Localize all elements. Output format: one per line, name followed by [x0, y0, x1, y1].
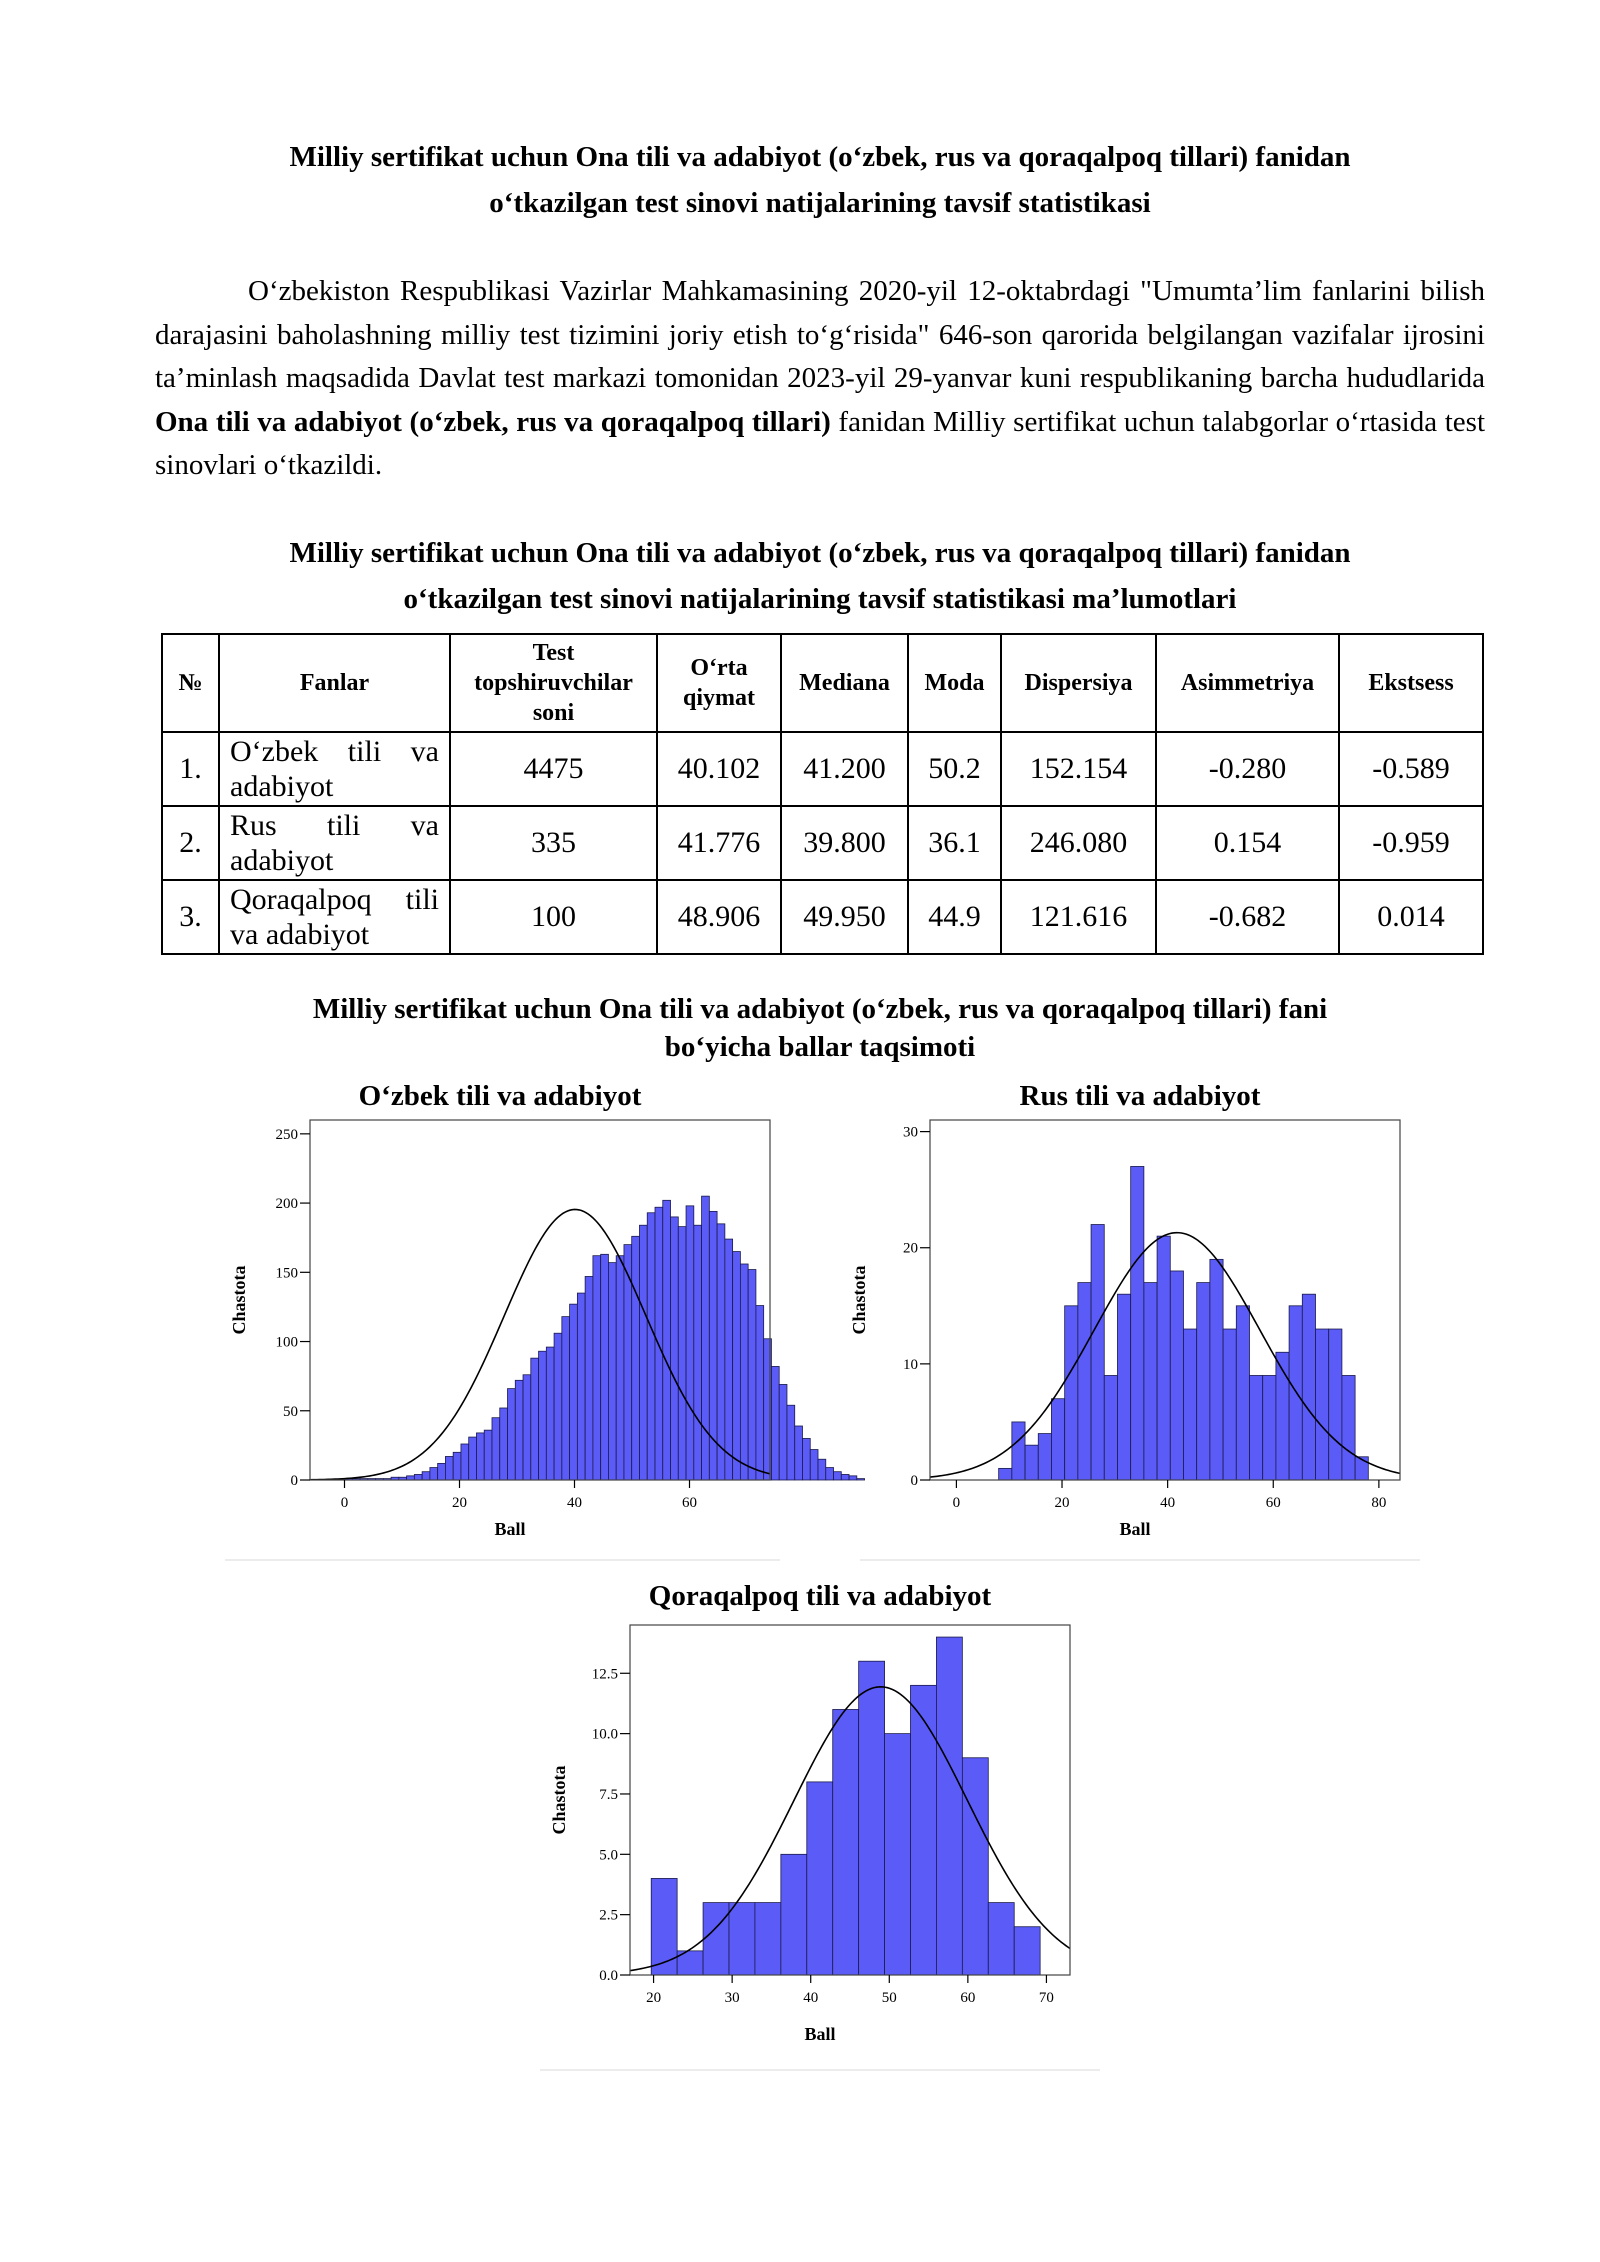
- x-axis-label: Ball: [494, 1519, 526, 1539]
- y-tick-label: 0: [290, 1473, 298, 1489]
- histogram-bar: [818, 1459, 826, 1480]
- x-tick-label: 60: [1265, 1495, 1281, 1511]
- histogram-bar: [546, 1347, 554, 1480]
- row-variance: 121.616: [1001, 880, 1156, 954]
- histogram-karakalpak: [540, 1575, 1100, 2075]
- y-tick-label: 100: [275, 1334, 298, 1351]
- histogram-bar: [702, 1196, 710, 1480]
- histogram-bar: [585, 1276, 593, 1480]
- x-tick-label: 60: [682, 1495, 697, 1511]
- histogram-bar: [911, 1685, 937, 1975]
- histogram-bar: [748, 1270, 756, 1480]
- y-tick-label: 10.0: [591, 1726, 618, 1743]
- histogram-bar: [1329, 1329, 1342, 1480]
- row-mean: 48.906: [657, 880, 781, 954]
- histogram-bar: [1131, 1166, 1144, 1480]
- y-axis-label: Chastota: [229, 1265, 249, 1335]
- header-skewness: Asimmetriya: [1156, 634, 1339, 732]
- row-test-takers: 100: [450, 880, 657, 954]
- histogram-bar: [1289, 1306, 1302, 1480]
- histogram-bar: [632, 1236, 640, 1480]
- histogram-bar: [593, 1256, 601, 1480]
- histogram-bar: [678, 1227, 686, 1480]
- header-number: №: [162, 634, 219, 732]
- row-mode: 44.9: [908, 880, 1001, 954]
- x-tick-label: 70: [1038, 1990, 1054, 2006]
- histogram-bar: [508, 1389, 516, 1480]
- x-axis-label: Ball: [804, 2024, 836, 2044]
- histogram-bar: [756, 1306, 764, 1480]
- intro-paragraph-text-2: fanidan Milliy sertifikat uchun talabgorlar o‘rtasida test sinovlari o‘tkazildi.: [155, 405, 1485, 481]
- histogram-bar: [647, 1213, 655, 1480]
- histogram-bar: [461, 1444, 469, 1480]
- table-title: [140, 530, 1500, 622]
- histogram-bar: [639, 1225, 647, 1480]
- histogram-bar: [671, 1217, 679, 1480]
- histogram-bar: [1342, 1375, 1355, 1480]
- histogram-bar: [810, 1450, 818, 1480]
- x-tick-label: 50: [881, 1990, 897, 2006]
- row-number: 2.: [162, 806, 219, 880]
- histogram-bar: [539, 1351, 547, 1480]
- y-tick-label: 2.5: [599, 1907, 618, 1924]
- histogram-bar: [523, 1375, 531, 1480]
- histogram-bar: [1051, 1399, 1064, 1480]
- histogram-bar: [885, 1734, 911, 1975]
- y-tick-label: 5.0: [599, 1847, 618, 1864]
- histogram-bar: [515, 1380, 523, 1480]
- intro-paragraph: [155, 270, 1485, 488]
- y-axis-label: Chastota: [849, 1265, 869, 1335]
- y-tick-label: 7.5: [599, 1786, 618, 1803]
- histogram-bar: [1302, 1294, 1315, 1480]
- histogram-bar: [484, 1430, 492, 1480]
- histogram-bar: [430, 1468, 438, 1480]
- histogram-bar: [841, 1474, 849, 1480]
- histogram-bar: [562, 1317, 570, 1480]
- histogram-bar: [686, 1206, 694, 1480]
- header-test-takers: Test topshiruvchilar soni: [450, 634, 657, 732]
- intro-paragraph-bold-subject: Ona tili va adabiyot (o‘zbek, rus va qoraqalpoq tillari): [155, 405, 831, 438]
- y-tick-label: 12.5: [591, 1666, 618, 1683]
- table-row: [162, 880, 1483, 954]
- charts-section-title-line2: bo‘yicha ballar taqsimoti: [664, 1031, 976, 1063]
- row-median: 49.950: [781, 880, 908, 954]
- row-number: 1.: [162, 732, 219, 806]
- histogram-bar: [1316, 1329, 1329, 1480]
- histogram-bar: [1236, 1306, 1249, 1480]
- histogram-bar: [1263, 1375, 1276, 1480]
- header-mode: Moda: [908, 634, 1001, 732]
- histogram-bar: [577, 1293, 585, 1480]
- header-subjects: Fanlar: [219, 634, 450, 732]
- row-variance: 152.154: [1001, 732, 1156, 806]
- histogram-bar: [554, 1333, 562, 1480]
- row-test-takers: 335: [450, 806, 657, 880]
- y-tick-label: 0.0: [599, 1968, 618, 1984]
- histogram-bar: [1025, 1445, 1038, 1480]
- histogram-bar: [733, 1252, 741, 1480]
- histogram-bar: [407, 1476, 415, 1480]
- document-title: [140, 134, 1500, 226]
- row-mode: 36.1: [908, 806, 1001, 880]
- document-title-line2: o‘tkazilgan test sinovi natijalarining tavsif statistikasi: [489, 187, 1151, 219]
- histogram-bar: [601, 1254, 609, 1480]
- histogram-uzbek: [220, 1075, 790, 1570]
- histogram-bar: [781, 1854, 807, 1975]
- x-tick-label: 40: [567, 1495, 582, 1511]
- row-median: 41.200: [781, 732, 908, 806]
- x-tick-label: 80: [1371, 1495, 1387, 1511]
- histogram-bar: [729, 1903, 755, 1975]
- histogram-bar: [492, 1418, 500, 1480]
- y-tick-label: 0: [910, 1473, 918, 1489]
- histogram-bar: [1038, 1434, 1051, 1480]
- histogram-bar: [445, 1456, 453, 1480]
- histogram-bar: [1065, 1306, 1078, 1480]
- histogram-bar: [802, 1438, 810, 1480]
- row-subject: Rus tili va adabiyot: [219, 806, 450, 880]
- table-title-line2: o‘tkazilgan test sinovi natijalarining tavsif statistikasi ma’lumotlari: [403, 583, 1237, 615]
- row-mode: 50.2: [908, 732, 1001, 806]
- row-mean: 41.776: [657, 806, 781, 880]
- histogram-bar: [500, 1408, 508, 1480]
- charts-section-title: [140, 990, 1500, 1066]
- row-skewness: 0.154: [1156, 806, 1339, 880]
- row-test-takers: 4475: [450, 732, 657, 806]
- y-tick-label: 150: [275, 1265, 298, 1282]
- x-tick-label: 60: [960, 1990, 976, 2006]
- histogram-bar: [1104, 1375, 1117, 1480]
- histogram-bar: [414, 1474, 422, 1480]
- histogram-bar: [469, 1437, 477, 1480]
- histogram-bar: [755, 1903, 781, 1975]
- x-tick-label: 0: [952, 1495, 961, 1511]
- histogram-bar: [779, 1384, 787, 1480]
- histogram-bar: [1157, 1236, 1170, 1480]
- histogram-bar: [936, 1637, 962, 1975]
- x-tick-label: 40: [1160, 1495, 1176, 1511]
- intro-paragraph-text-1: O‘zbekiston Respublikasi Vazirlar Mahkamasining 2020-yil 12-oktabrdagi "Umumta’lim fanlarini bilish darajasini baholashning milliy test tizimini joriy etish to‘g‘risida" 646-son qarorida belgilangan vazifalar ijrosini ta’minlash maqsadida Davlat test markazi tomonidan 2023-yil 29-yanvar kuni respublikaning barcha hududlarida: [155, 275, 1485, 394]
- row-kurtosis: 0.014: [1339, 880, 1483, 954]
- table-row: [162, 732, 1483, 806]
- y-tick-label: 10: [903, 1356, 918, 1373]
- histogram-bar: [616, 1256, 624, 1480]
- histogram-bar: [608, 1263, 616, 1480]
- y-tick-label: 30: [903, 1124, 918, 1141]
- table-title-line1: Milliy sertifikat uchun Ona tili va adabiyot (o‘zbek, rus va qoraqalpoq tillari) fanidan: [289, 537, 1351, 569]
- histogram-bar: [740, 1264, 748, 1480]
- histogram-bar: [834, 1472, 842, 1480]
- histogram-bar: [1091, 1225, 1104, 1480]
- histogram-bar: [1249, 1375, 1262, 1480]
- histogram-bar: [694, 1225, 702, 1480]
- x-tick-label: 20: [646, 1990, 662, 2006]
- header-mean: O‘rta qiymat: [657, 634, 781, 732]
- histogram-bar: [1197, 1283, 1210, 1480]
- histogram-bar: [1210, 1259, 1223, 1480]
- row-subject: Qoraqalpoq tili va adabiyot: [219, 880, 450, 954]
- histogram-bar: [725, 1239, 733, 1480]
- histogram-bar: [795, 1426, 803, 1480]
- y-tick-label: 250: [275, 1126, 298, 1143]
- histogram-bar: [1014, 1927, 1040, 1975]
- row-number: 3.: [162, 880, 219, 954]
- histogram-bar: [787, 1405, 795, 1480]
- x-tick-label: 40: [803, 1990, 819, 2006]
- histogram-bar: [833, 1709, 859, 1975]
- histogram-bar: [476, 1433, 484, 1480]
- histogram-bar: [1223, 1329, 1236, 1480]
- header-median: Mediana: [781, 634, 908, 732]
- x-axis-label: Ball: [1119, 1519, 1151, 1539]
- x-tick-label: 30: [724, 1990, 740, 2006]
- histogram-bar: [422, 1472, 430, 1480]
- x-tick-label: 20: [1054, 1495, 1070, 1511]
- histogram-bar: [1078, 1283, 1091, 1480]
- y-axis-label: Chastota: [549, 1765, 569, 1835]
- row-skewness: -0.280: [1156, 732, 1339, 806]
- histogram-bar: [717, 1224, 725, 1480]
- header-variance: Dispersiya: [1001, 634, 1156, 732]
- statistics-table: [161, 633, 1484, 955]
- row-kurtosis: -0.959: [1339, 806, 1483, 880]
- document-title-line1: Milliy sertifikat uchun Ona tili va adabiyot (o‘zbek, rus va qoraqalpoq tillari) fanidan: [289, 141, 1351, 173]
- histogram-bar: [962, 1758, 988, 1975]
- row-kurtosis: -0.589: [1339, 732, 1483, 806]
- histogram-bar: [1183, 1329, 1196, 1480]
- histogram-bar: [859, 1661, 885, 1975]
- row-mean: 40.102: [657, 732, 781, 806]
- histogram-bar: [807, 1782, 833, 1975]
- histogram-bar: [849, 1476, 857, 1480]
- chart-title: O‘zbek tili va adabiyot: [358, 1080, 642, 1112]
- histogram-bar: [663, 1200, 671, 1480]
- histogram-bar: [988, 1903, 1014, 1975]
- x-tick-label: 0: [340, 1495, 349, 1511]
- histogram-bar: [438, 1463, 446, 1480]
- histogram-bar: [570, 1304, 578, 1480]
- chart-title: Qoraqalpoq tili va adabiyot: [648, 1580, 992, 1612]
- header-kurtosis: Ekstsess: [1339, 634, 1483, 732]
- histogram-bar: [1144, 1283, 1157, 1480]
- histogram-bar: [1117, 1294, 1130, 1480]
- histogram-bar: [999, 1468, 1012, 1480]
- table-header-row: [162, 634, 1483, 732]
- histogram-bar: [1012, 1422, 1025, 1480]
- histogram-bar: [453, 1452, 461, 1480]
- histogram-russian: [849, 1075, 1420, 1570]
- histogram-bar: [771, 1366, 779, 1480]
- y-tick-label: 20: [903, 1240, 918, 1257]
- chart-title: Rus tili va adabiyot: [1019, 1080, 1261, 1112]
- histogram-bar: [826, 1468, 834, 1480]
- y-tick-label: 50: [283, 1403, 298, 1420]
- table-row: [162, 806, 1483, 880]
- histogram-bar: [531, 1358, 539, 1480]
- charts-section-title-line1: Milliy sertifikat uchun Ona tili va adabiyot (o‘zbek, rus va qoraqalpoq tillari) fani: [312, 993, 1328, 1025]
- row-subject: O‘zbek tili va adabiyot: [219, 732, 450, 806]
- x-tick-label: 20: [452, 1495, 467, 1511]
- row-skewness: -0.682: [1156, 880, 1339, 954]
- row-median: 39.800: [781, 806, 908, 880]
- y-tick-label: 200: [275, 1196, 298, 1213]
- histogram-bar: [651, 1878, 677, 1975]
- histogram-bar: [703, 1903, 729, 1975]
- row-variance: 246.080: [1001, 806, 1156, 880]
- histogram-bar: [1170, 1271, 1183, 1480]
